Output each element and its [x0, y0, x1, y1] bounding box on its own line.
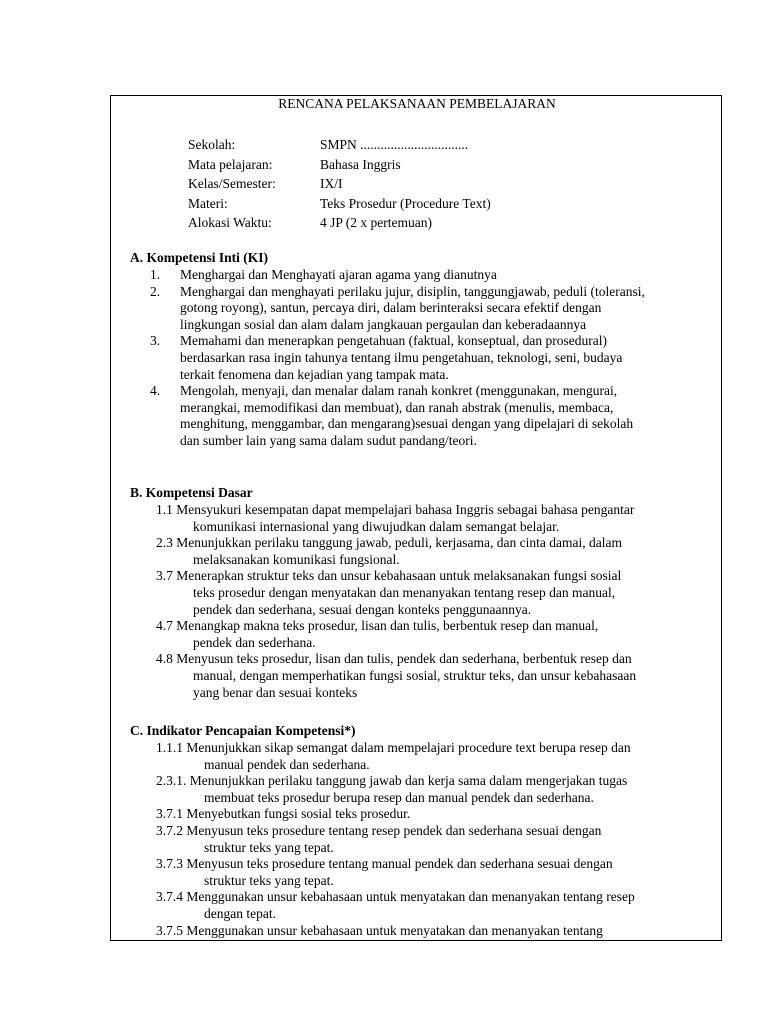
kd-item: 4.8 Menyusun teks prosedur, lisan dan tulis, pendek dan sederhana, berbentuk resep dan	[156, 651, 632, 667]
ki-number: 2.	[150, 283, 161, 299]
kd-continuation: teks prosedur dengan menyatakan dan menanyakan tentang resep dan manual,	[193, 585, 616, 600]
identity-value: Bahasa Inggris	[320, 156, 401, 172]
ki-number: 3.	[150, 333, 161, 349]
ki-text: gotong royong), santun, percaya diri, dalam berinteraksi secara efektif dengan	[180, 300, 602, 316]
kd-continuation: manual, dengan memperhatikan fungsi sosial, struktur teks, dan unsur kebahasaan	[193, 668, 637, 683]
indicator-item: 1.1.1 Menunjukkan sikap semangat dalam mempelajari procedure text berupa resep dan	[156, 740, 631, 755]
ki-number: 4.	[150, 383, 161, 399]
kd-continuation: melaksanakan komunikasi fungsional.	[193, 551, 400, 567]
section-b-heading: B. Kompetensi Dasar	[130, 485, 253, 500]
identity-label: Materi:	[188, 195, 228, 211]
indicator-item: 3.7.5 Menggunakan unsur kebahasaan untuk menyatakan dan menanyakan tentang	[156, 922, 603, 938]
kd-item: 2.3 Menunjukkan perilaku tanggung jawab, peduli, kerjasama, dan cinta damai, dalam	[156, 535, 622, 551]
ki-text: Menghargai dan Menghayati ajaran agama yang dianutnya	[180, 267, 497, 282]
ki-text: merangkai, memodifikasi dan membuat), dan ranah abstrak (menulis, membaca,	[180, 399, 614, 415]
kd-item: 3.7 Menerapkan struktur teks dan unsur kebahasaan untuk melaksanakan fungsi sosial	[156, 568, 622, 584]
ki-text: lingkungan sosial dan alam dalam jangkauan pergaulan dan keberadaannya	[180, 316, 587, 332]
indicator-continuation: struktur teks yang tepat.	[204, 839, 334, 855]
identity-value: 4 JP (2 x pertemuan)	[320, 215, 432, 230]
indicator-continuation: dengan tepat.	[204, 906, 276, 921]
kd-continuation: pendek dan sederhana, sesuai dengan konteks penggunaannya.	[193, 601, 532, 617]
identity-label: Mata pelajaran:	[188, 156, 273, 172]
section-c-heading: C. Indikator Pencapaian Kompetensi*)	[130, 723, 356, 738]
kd-continuation: pendek dan sederhana.	[193, 634, 316, 650]
ki-text: menghitung, menggambar, dan mengarang)sesuai dengan yang dipelajari di sekolah	[180, 416, 634, 432]
kd-item: 4.7 Menangkap makna teks prosedur, lisan dan tulis, berbentuk resep dan manual,	[156, 618, 599, 634]
ki-text: Menghargai dan menghayati perilaku jujur, disiplin, tanggungjawab, peduli (toleransi,	[180, 283, 645, 299]
ki-text: dan sumber lain yang sama dalam sudut pandang/teori.	[180, 433, 477, 448]
indicator-item: 2.3.1. Menunjukkan perilaku tanggung jawab dan kerja sama dalam mengerjakan tugas	[156, 773, 628, 789]
identity-value: SMPN ................................	[320, 137, 469, 152]
identity-label: Sekolah:	[188, 137, 236, 152]
indicator-continuation: manual pendek dan sederhana.	[204, 756, 370, 772]
section-a-heading: A. Kompetensi Inti (KI)	[130, 250, 268, 265]
kd-continuation: komunikasi internasional yang diwujudkan dalam semangat belajar.	[193, 518, 560, 534]
ki-text: Memahami dan menerapkan pengetahuan (faktual, konseptual, dan prosedural)	[180, 333, 607, 349]
indicator-continuation: struktur teks yang tepat.	[204, 872, 334, 888]
ki-number: 1.	[150, 267, 161, 282]
ki-text: berdasarkan rasa ingin tahunya tentang ilmu pengetahuan, teknologi, seni, budaya	[180, 350, 623, 365]
indicator-item: 3.7.2 Menyusun teks prosedure tentang resep pendek dan sederhana sesuai dengan	[156, 823, 602, 838]
indicator-item: 3.7.4 Menggunakan unsur kebahasaan untuk menyatakan dan menanyakan tentang resep	[156, 889, 635, 905]
indicator-continuation: membuat teks prosedur berupa resep dan manual pendek dan sederhana.	[204, 789, 594, 805]
kd-item: 1.1 Mensyukuri kesempatan dapat mempelajari bahasa Inggris sebagai bahasa pengantar	[156, 502, 635, 517]
identity-value: IX/I	[320, 176, 343, 191]
ki-text: Mengolah, menyaji, dan menalar dalam ranah konkret (menggunakan, mengurai,	[180, 383, 618, 399]
identity-label: Alokasi Waktu:	[188, 215, 272, 230]
document-page	[110, 95, 722, 941]
kd-continuation: yang benar dan sesuai konteks	[193, 684, 358, 700]
indicator-item: 3.7.1 Menyebutkan fungsi sosial teks prosedur.	[156, 806, 411, 822]
indicator-item: 3.7.3 Menyusun teks prosedure tentang manual pendek dan sederhana sesuai dengan	[156, 856, 613, 872]
identity-value: Teks Prosedur (Procedure Text)	[320, 195, 491, 211]
identity-label: Kelas/Semester:	[188, 176, 276, 191]
page-title: RENCANA PELAKSANAAN PEMBELAJARAN	[278, 96, 556, 111]
ki-text: terkait fenomena dan kejadian yang tampak mata.	[180, 366, 449, 382]
